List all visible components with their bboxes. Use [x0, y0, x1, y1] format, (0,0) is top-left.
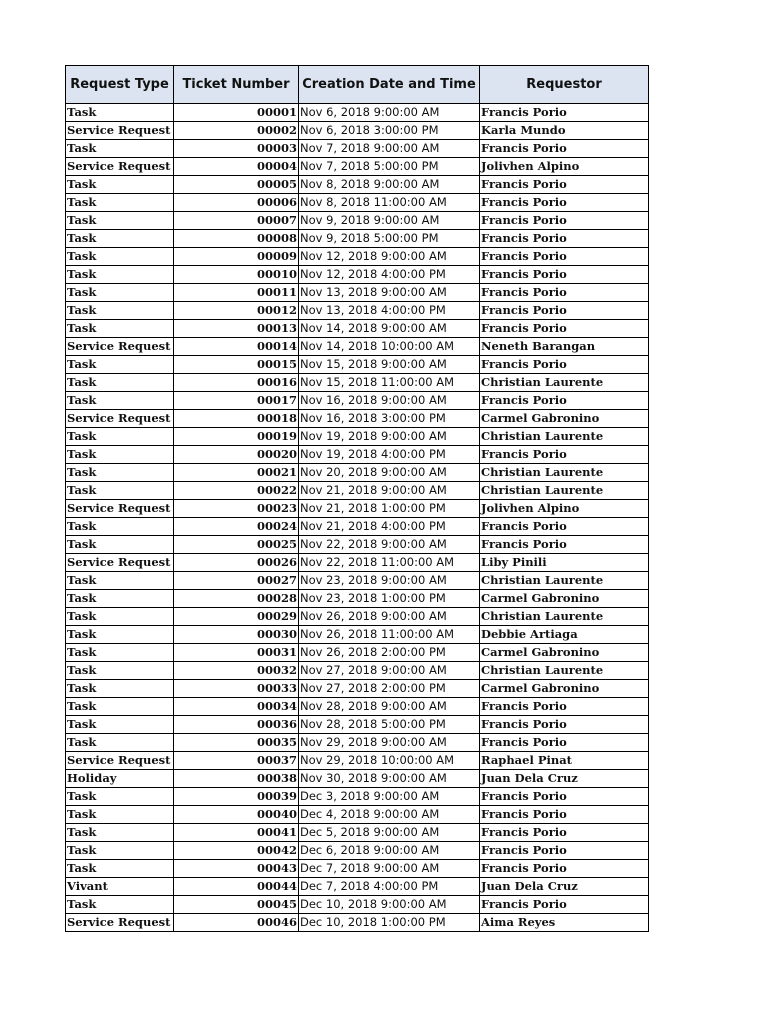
- request-type-cell: Task: [66, 716, 174, 734]
- request-type-cell: Service Request: [66, 158, 174, 176]
- requestor-cell: Raphael Pinat: [480, 752, 649, 770]
- creation-date-cell: Nov 6, 2018 9:00:00 AM: [299, 104, 480, 122]
- requestor-cell: Francis Porio: [480, 212, 649, 230]
- ticket-number-cell: 00006: [174, 194, 299, 212]
- table-row: [66, 482, 649, 500]
- ticket-number-cell: 00019: [174, 428, 299, 446]
- ticket-number-cell: 00014: [174, 338, 299, 356]
- requestor-cell: Aima Reyes: [480, 914, 649, 932]
- requestor-cell: Juan Dela Cruz: [480, 878, 649, 896]
- creation-date-cell: Nov 16, 2018 3:00:00 PM: [299, 410, 480, 428]
- ticket-number-cell: 00029: [174, 608, 299, 626]
- request-type-cell: Service Request: [66, 500, 174, 518]
- ticket-number-cell: 00001: [174, 104, 299, 122]
- requestor-cell: Francis Porio: [480, 140, 649, 158]
- table-row: [66, 662, 649, 680]
- request-type-cell: Task: [66, 896, 174, 914]
- ticket-number-cell: 00023: [174, 500, 299, 518]
- request-type-cell: Task: [66, 680, 174, 698]
- table-row: [66, 626, 649, 644]
- creation-date-cell: Nov 15, 2018 11:00:00 AM: [299, 374, 480, 392]
- ticket-number-cell: 00044: [174, 878, 299, 896]
- requestor-cell: Neneth Barangan: [480, 338, 649, 356]
- ticket-number-cell: 00005: [174, 176, 299, 194]
- requestor-cell: Francis Porio: [480, 194, 649, 212]
- table-row: [66, 896, 649, 914]
- requestor-cell: Christian Laurente: [480, 464, 649, 482]
- header-ticket-number: Ticket Number: [174, 66, 299, 104]
- table-row: [66, 338, 649, 356]
- table-row: [66, 230, 649, 248]
- creation-date-cell: Dec 7, 2018 4:00:00 PM: [299, 878, 480, 896]
- table-row: [66, 860, 649, 878]
- request-type-cell: Task: [66, 284, 174, 302]
- request-type-cell: Task: [66, 644, 174, 662]
- creation-date-cell: Nov 8, 2018 11:00:00 AM: [299, 194, 480, 212]
- requestor-cell: Christian Laurente: [480, 374, 649, 392]
- creation-date-cell: Dec 10, 2018 1:00:00 PM: [299, 914, 480, 932]
- creation-date-cell: Dec 4, 2018 9:00:00 AM: [299, 806, 480, 824]
- requestor-cell: Christian Laurente: [480, 608, 649, 626]
- ticket-number-cell: 00010: [174, 266, 299, 284]
- table-row: [66, 446, 649, 464]
- creation-date-cell: Nov 28, 2018 9:00:00 AM: [299, 698, 480, 716]
- ticket-number-cell: 00011: [174, 284, 299, 302]
- ticket-number-cell: 00028: [174, 590, 299, 608]
- ticket-table: [65, 65, 649, 932]
- request-type-cell: Service Request: [66, 410, 174, 428]
- table-row: [66, 824, 649, 842]
- creation-date-cell: Nov 21, 2018 9:00:00 AM: [299, 482, 480, 500]
- request-type-cell: Task: [66, 194, 174, 212]
- requestor-cell: Francis Porio: [480, 518, 649, 536]
- requestor-cell: Francis Porio: [480, 284, 649, 302]
- ticket-number-cell: 00008: [174, 230, 299, 248]
- creation-date-cell: Nov 19, 2018 9:00:00 AM: [299, 428, 480, 446]
- request-type-cell: Task: [66, 446, 174, 464]
- table-row: [66, 104, 649, 122]
- request-type-cell: Task: [66, 788, 174, 806]
- requestor-cell: Francis Porio: [480, 248, 649, 266]
- ticket-number-cell: 00002: [174, 122, 299, 140]
- requestor-cell: Jolivhen Alpino: [480, 158, 649, 176]
- requestor-cell: Christian Laurente: [480, 482, 649, 500]
- request-type-cell: Task: [66, 464, 174, 482]
- table-row: [66, 248, 649, 266]
- requestor-cell: Francis Porio: [480, 716, 649, 734]
- table-row: [66, 410, 649, 428]
- table-row: [66, 176, 649, 194]
- ticket-number-cell: 00007: [174, 212, 299, 230]
- requestor-cell: Debbie Artiaga: [480, 626, 649, 644]
- requestor-cell: Francis Porio: [480, 302, 649, 320]
- table-row: [66, 212, 649, 230]
- ticket-number-cell: 00027: [174, 572, 299, 590]
- table-row: [66, 428, 649, 446]
- request-type-cell: Task: [66, 428, 174, 446]
- request-type-cell: Service Request: [66, 122, 174, 140]
- ticket-number-cell: 00025: [174, 536, 299, 554]
- request-type-cell: Vivant: [66, 878, 174, 896]
- ticket-number-cell: 00033: [174, 680, 299, 698]
- creation-date-cell: Nov 22, 2018 11:00:00 AM: [299, 554, 480, 572]
- creation-date-cell: Nov 29, 2018 9:00:00 AM: [299, 734, 480, 752]
- request-type-cell: Task: [66, 698, 174, 716]
- creation-date-cell: Nov 14, 2018 10:00:00 AM: [299, 338, 480, 356]
- ticket-number-cell: 00017: [174, 392, 299, 410]
- request-type-cell: Task: [66, 248, 174, 266]
- requestor-cell: Francis Porio: [480, 230, 649, 248]
- creation-date-cell: Nov 9, 2018 9:00:00 AM: [299, 212, 480, 230]
- requestor-cell: Francis Porio: [480, 860, 649, 878]
- table-row: [66, 770, 649, 788]
- header-request-type: Request Type: [66, 66, 174, 104]
- table-row: [66, 536, 649, 554]
- table-row: [66, 320, 649, 338]
- request-type-cell: Service Request: [66, 752, 174, 770]
- creation-date-cell: Nov 7, 2018 5:00:00 PM: [299, 158, 480, 176]
- requestor-cell: Francis Porio: [480, 698, 649, 716]
- creation-date-cell: Nov 27, 2018 9:00:00 AM: [299, 662, 480, 680]
- requestor-cell: Carmel Gabronino: [480, 410, 649, 428]
- requestor-cell: Francis Porio: [480, 734, 649, 752]
- creation-date-cell: Nov 16, 2018 9:00:00 AM: [299, 392, 480, 410]
- request-type-cell: Task: [66, 824, 174, 842]
- table-row: [66, 464, 649, 482]
- request-type-cell: Task: [66, 176, 174, 194]
- table-row: [66, 518, 649, 536]
- table-row: [66, 122, 649, 140]
- table-row: [66, 266, 649, 284]
- requestor-cell: Francis Porio: [480, 266, 649, 284]
- creation-date-cell: Dec 3, 2018 9:00:00 AM: [299, 788, 480, 806]
- table-row: [66, 608, 649, 626]
- creation-date-cell: Nov 29, 2018 10:00:00 AM: [299, 752, 480, 770]
- request-type-cell: Task: [66, 482, 174, 500]
- ticket-number-cell: 00022: [174, 482, 299, 500]
- table-header: [66, 66, 649, 104]
- requestor-cell: Jolivhen Alpino: [480, 500, 649, 518]
- requestor-cell: Francis Porio: [480, 356, 649, 374]
- ticket-number-cell: 00031: [174, 644, 299, 662]
- creation-date-cell: Nov 30, 2018 9:00:00 AM: [299, 770, 480, 788]
- header-requestor: Requestor: [480, 66, 649, 104]
- creation-date-cell: Nov 28, 2018 5:00:00 PM: [299, 716, 480, 734]
- creation-date-cell: Nov 13, 2018 4:00:00 PM: [299, 302, 480, 320]
- creation-date-cell: Nov 6, 2018 3:00:00 PM: [299, 122, 480, 140]
- creation-date-cell: Nov 19, 2018 4:00:00 PM: [299, 446, 480, 464]
- request-type-cell: Task: [66, 230, 174, 248]
- requestor-cell: Karla Mundo: [480, 122, 649, 140]
- table-row: [66, 554, 649, 572]
- table-row: [66, 680, 649, 698]
- creation-date-cell: Nov 13, 2018 9:00:00 AM: [299, 284, 480, 302]
- creation-date-cell: Nov 7, 2018 9:00:00 AM: [299, 140, 480, 158]
- request-type-cell: Task: [66, 572, 174, 590]
- table-row: [66, 356, 649, 374]
- request-type-cell: Task: [66, 104, 174, 122]
- request-type-cell: Task: [66, 356, 174, 374]
- table-row: [66, 302, 649, 320]
- creation-date-cell: Dec 6, 2018 9:00:00 AM: [299, 842, 480, 860]
- ticket-number-cell: 00009: [174, 248, 299, 266]
- requestor-cell: Carmel Gabronino: [480, 590, 649, 608]
- ticket-number-cell: 00004: [174, 158, 299, 176]
- requestor-cell: Juan Dela Cruz: [480, 770, 649, 788]
- creation-date-cell: Nov 23, 2018 9:00:00 AM: [299, 572, 480, 590]
- request-type-cell: Task: [66, 392, 174, 410]
- requestor-cell: Francis Porio: [480, 536, 649, 554]
- requestor-cell: Francis Porio: [480, 824, 649, 842]
- table-row: [66, 590, 649, 608]
- table-body: [66, 104, 649, 932]
- table-row: [66, 140, 649, 158]
- requestor-cell: Christian Laurente: [480, 428, 649, 446]
- request-type-cell: Service Request: [66, 914, 174, 932]
- table-row: [66, 392, 649, 410]
- ticket-number-cell: 00041: [174, 824, 299, 842]
- request-type-cell: Task: [66, 320, 174, 338]
- ticket-number-cell: 00018: [174, 410, 299, 428]
- request-type-cell: Task: [66, 302, 174, 320]
- ticket-number-cell: 00012: [174, 302, 299, 320]
- ticket-number-cell: 00015: [174, 356, 299, 374]
- table-row: [66, 374, 649, 392]
- creation-date-cell: Nov 14, 2018 9:00:00 AM: [299, 320, 480, 338]
- creation-date-cell: Nov 26, 2018 11:00:00 AM: [299, 626, 480, 644]
- creation-date-cell: Nov 15, 2018 9:00:00 AM: [299, 356, 480, 374]
- ticket-number-cell: 00046: [174, 914, 299, 932]
- requestor-cell: Francis Porio: [480, 896, 649, 914]
- request-type-cell: Task: [66, 590, 174, 608]
- requestor-cell: Carmel Gabronino: [480, 644, 649, 662]
- table-row: [66, 644, 649, 662]
- ticket-number-cell: 00043: [174, 860, 299, 878]
- creation-date-cell: Nov 8, 2018 9:00:00 AM: [299, 176, 480, 194]
- table-row: [66, 572, 649, 590]
- requestor-cell: Francis Porio: [480, 842, 649, 860]
- requestor-cell: Francis Porio: [480, 176, 649, 194]
- ticket-number-cell: 00036: [174, 716, 299, 734]
- requestor-cell: Francis Porio: [480, 392, 649, 410]
- header-creation-date: Creation Date and Time: [299, 66, 480, 104]
- ticket-number-cell: 00021: [174, 464, 299, 482]
- table-row: [66, 158, 649, 176]
- table-row: [66, 878, 649, 896]
- ticket-number-cell: 00035: [174, 734, 299, 752]
- table-row: [66, 734, 649, 752]
- requestor-cell: Christian Laurente: [480, 572, 649, 590]
- ticket-number-cell: 00026: [174, 554, 299, 572]
- requestor-cell: Francis Porio: [480, 446, 649, 464]
- ticket-number-cell: 00037: [174, 752, 299, 770]
- creation-date-cell: Nov 21, 2018 1:00:00 PM: [299, 500, 480, 518]
- request-type-cell: Task: [66, 806, 174, 824]
- ticket-number-cell: 00039: [174, 788, 299, 806]
- ticket-number-cell: 00034: [174, 698, 299, 716]
- request-type-cell: Task: [66, 212, 174, 230]
- creation-date-cell: Nov 27, 2018 2:00:00 PM: [299, 680, 480, 698]
- table-row: [66, 716, 649, 734]
- table-row: [66, 842, 649, 860]
- creation-date-cell: Nov 12, 2018 4:00:00 PM: [299, 266, 480, 284]
- creation-date-cell: Dec 7, 2018 9:00:00 AM: [299, 860, 480, 878]
- request-type-cell: Task: [66, 140, 174, 158]
- creation-date-cell: Nov 12, 2018 9:00:00 AM: [299, 248, 480, 266]
- request-type-cell: Service Request: [66, 554, 174, 572]
- ticket-number-cell: 00003: [174, 140, 299, 158]
- table-row: [66, 914, 649, 932]
- request-type-cell: Service Request: [66, 338, 174, 356]
- request-type-cell: Task: [66, 608, 174, 626]
- table-row: [66, 788, 649, 806]
- requestor-cell: Francis Porio: [480, 806, 649, 824]
- ticket-number-cell: 00042: [174, 842, 299, 860]
- request-type-cell: Holiday: [66, 770, 174, 788]
- creation-date-cell: Nov 26, 2018 2:00:00 PM: [299, 644, 480, 662]
- creation-date-cell: Nov 20, 2018 9:00:00 AM: [299, 464, 480, 482]
- request-type-cell: Task: [66, 626, 174, 644]
- table-row: [66, 752, 649, 770]
- requestor-cell: Francis Porio: [480, 788, 649, 806]
- requestor-cell: Francis Porio: [480, 320, 649, 338]
- request-type-cell: Task: [66, 662, 174, 680]
- ticket-number-cell: 00030: [174, 626, 299, 644]
- request-type-cell: Task: [66, 536, 174, 554]
- table-row: [66, 806, 649, 824]
- table-row: [66, 194, 649, 212]
- creation-date-cell: Dec 5, 2018 9:00:00 AM: [299, 824, 480, 842]
- request-type-cell: Task: [66, 860, 174, 878]
- request-type-cell: Task: [66, 266, 174, 284]
- creation-date-cell: Nov 21, 2018 4:00:00 PM: [299, 518, 480, 536]
- table-row: [66, 500, 649, 518]
- creation-date-cell: Nov 26, 2018 9:00:00 AM: [299, 608, 480, 626]
- creation-date-cell: Nov 23, 2018 1:00:00 PM: [299, 590, 480, 608]
- request-type-cell: Task: [66, 842, 174, 860]
- request-type-cell: Task: [66, 734, 174, 752]
- ticket-number-cell: 00013: [174, 320, 299, 338]
- ticket-number-cell: 00016: [174, 374, 299, 392]
- ticket-number-cell: 00024: [174, 518, 299, 536]
- ticket-number-cell: 00032: [174, 662, 299, 680]
- requestor-cell: Carmel Gabronino: [480, 680, 649, 698]
- ticket-number-cell: 00045: [174, 896, 299, 914]
- ticket-number-cell: 00038: [174, 770, 299, 788]
- creation-date-cell: Dec 10, 2018 9:00:00 AM: [299, 896, 480, 914]
- ticket-number-cell: 00040: [174, 806, 299, 824]
- requestor-cell: Francis Porio: [480, 104, 649, 122]
- request-type-cell: Task: [66, 374, 174, 392]
- request-type-cell: Task: [66, 518, 174, 536]
- table-row: [66, 284, 649, 302]
- requestor-cell: Christian Laurente: [480, 662, 649, 680]
- requestor-cell: Liby Pinili: [480, 554, 649, 572]
- creation-date-cell: Nov 9, 2018 5:00:00 PM: [299, 230, 480, 248]
- creation-date-cell: Nov 22, 2018 9:00:00 AM: [299, 536, 480, 554]
- table-row: [66, 698, 649, 716]
- header-row: [66, 66, 649, 104]
- ticket-number-cell: 00020: [174, 446, 299, 464]
